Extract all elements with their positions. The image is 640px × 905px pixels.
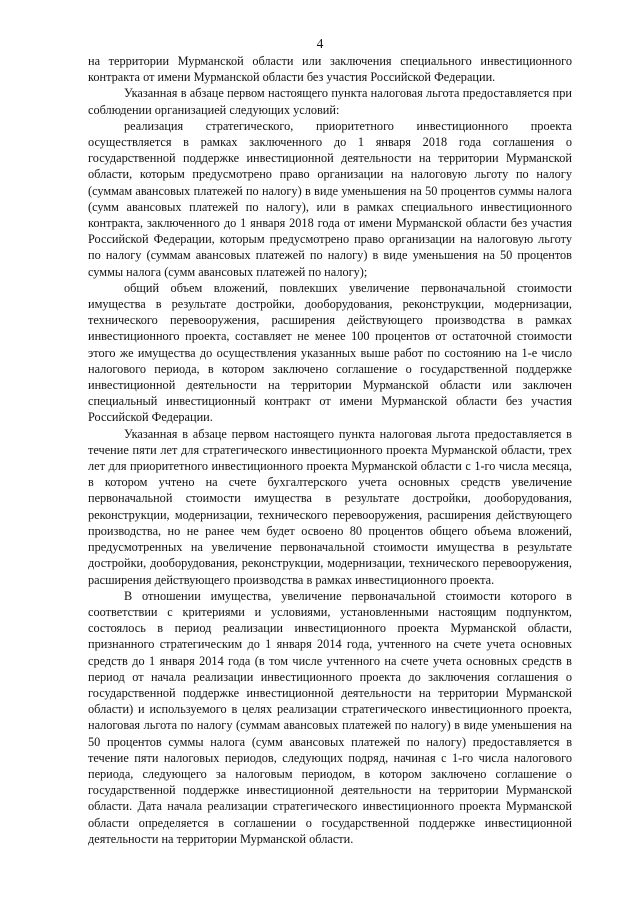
document-body xyxy=(88,53,572,847)
paragraph-condition-investment-volume: общий объем вложений, повлекших увеличение первоначальной стоимости имущества в результате достройки, дооборудования, реконструкции, модернизации, технического перевооружения, расширения действующего производства в рамках инвестиционного проекта, составляет не менее 100 процентов от остаточной стоимости этого же имущества до осуществления указанных выше работ по состоянию на 1-е число налогового периода, в котором заключено соглашение о государственной поддержке инвестиционной деятельности на территории Мурманской области или заключен специальный инвестиционный контракт от имени Мурманской области без участия Российской Федерации. xyxy=(88,280,572,425)
paragraph-conditions-intro: Указанная в абзаце первом настоящего пункта налоговая льгота предоставляется при соблюдении организацией следующих условий: xyxy=(88,86,572,117)
paragraph-benefit-period: Указанная в абзаце первом настоящего пункта налоговая льгота предоставляется в течение пяти лет для стратегического инвестиционного проекта Мурманской области, трех лет для приоритетного инвестиционного проекта Мурманской области с 1-го числа месяца, в котором учтено на счете бухгалтерского учета основных средств увеличение первоначальной стоимости имущества в результате достройки, дооборудования, реконструкции, модернизации, технического перевооружения, расширения действующего производства, но не ранее чем будет освоено 80 процентов общего объема вложений, предусмотренных на увеличение первоначальной стоимости имущества в результате достройки, дооборудования, реконструкции, модернизации, технического перевооружения, расширения действующего производства в рамках инвестиционного проекта. xyxy=(88,426,572,587)
paragraph-strategic-property: В отношении имущества, увеличение первоначальной стоимости которого в соответствии с критериями и условиями, установленными настоящим подпунктом, состоялось в период реализации инвестиционного проекта Мурманской области, признанного стратегическим до 1 января 2014 года, учтенного на счете учета основных средств до 1 января 2014 года (в том числе учтенного на счете учета основных средств в период от начала реализации инвестиционного проекта до заключения соглашения о государственной поддержке инвестиционной деятельности на территории Мурманской области) и используемого в целях реализации стратегического инвестиционного проекта, налоговая льгота по налогу (суммам авансовых платежей по налогу) в виде уменьшения на 50 процентов суммы налога (сумм авансовых платежей по налогу) предоставляется в течение пяти налоговых периодов, следующих подряд, начиная с 1-го числа налогового периода, следующего за налоговым периодом, в котором заключено соглашение о государственной поддержке инвестиционной деятельности на территории Мурманской области. Дата начала реализации стратегического инвестиционного проекта Мурманской области определяется в соглашении о государственной поддержке инвестиционной деятельности на территории Мурманской области. xyxy=(88,588,572,846)
page-number: 4 xyxy=(316,36,324,51)
paragraph-condition-project: реализация стратегического, приоритетного инвестиционного проекта осуществляется в рамках заключенного до 1 января 2018 года соглашения о государственной поддержке инвестиционной деятельности на территории Мурманской области, которым предусмотрено право организации на налоговую льготу по налогу (суммам авансовых платежей по налогу) в виде уменьшения на 50 процентов суммы налога (сумм авансовых платежей по налогу), или в рамках специального инвестиционного контракта, заключенного до 1 января 2018 года от имени Мурманской области без участия Российской Федерации, которым предусмотрено право организации на налоговую льготу по налогу (суммам авансовых платежей по налогу) в виде уменьшения на 50 процентов суммы налога (сумм авансовых платежей по налогу); xyxy=(88,118,572,279)
paragraph-continuation: на территории Мурманской области или заключения специального инвестиционного контракта от имени Мурманской области без участия Российской Федерации. xyxy=(88,54,572,85)
